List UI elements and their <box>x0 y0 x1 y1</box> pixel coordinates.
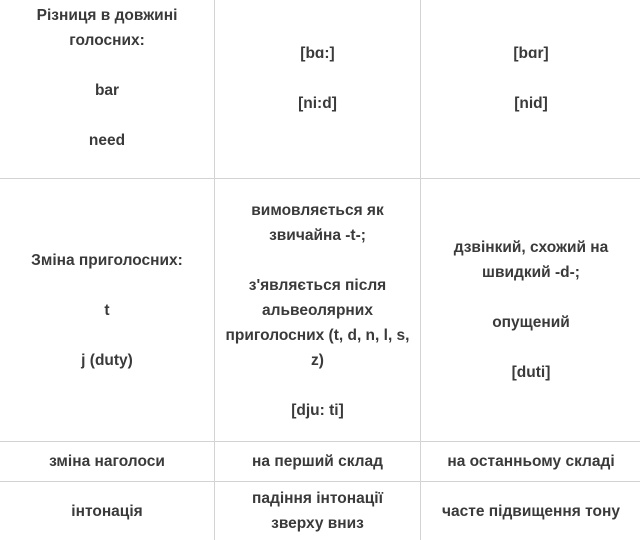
cell-text: [nid] <box>514 94 548 112</box>
cell-text: з'являється після альвеолярних приголосних (t, d, n, l, s, z) <box>225 276 410 369</box>
cell-text: опущений <box>492 314 570 331</box>
cell-text: зміна наголоси <box>49 453 165 470</box>
table-cell <box>215 482 421 540</box>
cell-text: Зміна приголосних: <box>31 251 183 269</box>
cell-text: j (duty) <box>81 351 133 369</box>
cell-text: падіння інтонації зверху вниз <box>252 490 383 532</box>
table-cell <box>0 442 215 481</box>
cell-text: вимовляється як звичайна -t-; <box>251 201 384 244</box>
cell-text: дзвінкий, схожий на швидкий -d-; <box>453 239 609 281</box>
table-cell <box>215 442 421 481</box>
table-cell <box>0 482 215 540</box>
table-cell <box>215 0 421 178</box>
table-cell <box>421 0 640 178</box>
cell-text: часте підвищення тону <box>442 502 620 520</box>
cell-text: Різниця в довжині голосних: <box>36 7 178 49</box>
cell-text: t <box>104 301 110 319</box>
cell-text: [duti] <box>511 364 551 381</box>
table-row <box>0 0 640 179</box>
table-row <box>0 442 640 482</box>
cell-text: [bɑr] <box>513 44 549 62</box>
cell-text: [dju: ti] <box>291 401 344 419</box>
cell-text: [ni:d] <box>298 94 337 112</box>
table-row <box>0 482 640 540</box>
table-cell <box>421 179 640 441</box>
cell-text: bar <box>94 82 120 99</box>
table-cell <box>215 179 421 441</box>
cell-text: інтонація <box>71 502 143 520</box>
table-row <box>0 179 640 442</box>
table-cell <box>421 482 640 540</box>
cell-text: [bɑ:] <box>300 44 335 62</box>
table-cell <box>421 442 640 481</box>
cell-text: на останньому складі <box>447 453 615 470</box>
table-cell <box>0 0 215 178</box>
table-cell <box>0 179 215 441</box>
cell-text: need <box>88 132 126 149</box>
cell-text: на перший склад <box>252 453 383 470</box>
